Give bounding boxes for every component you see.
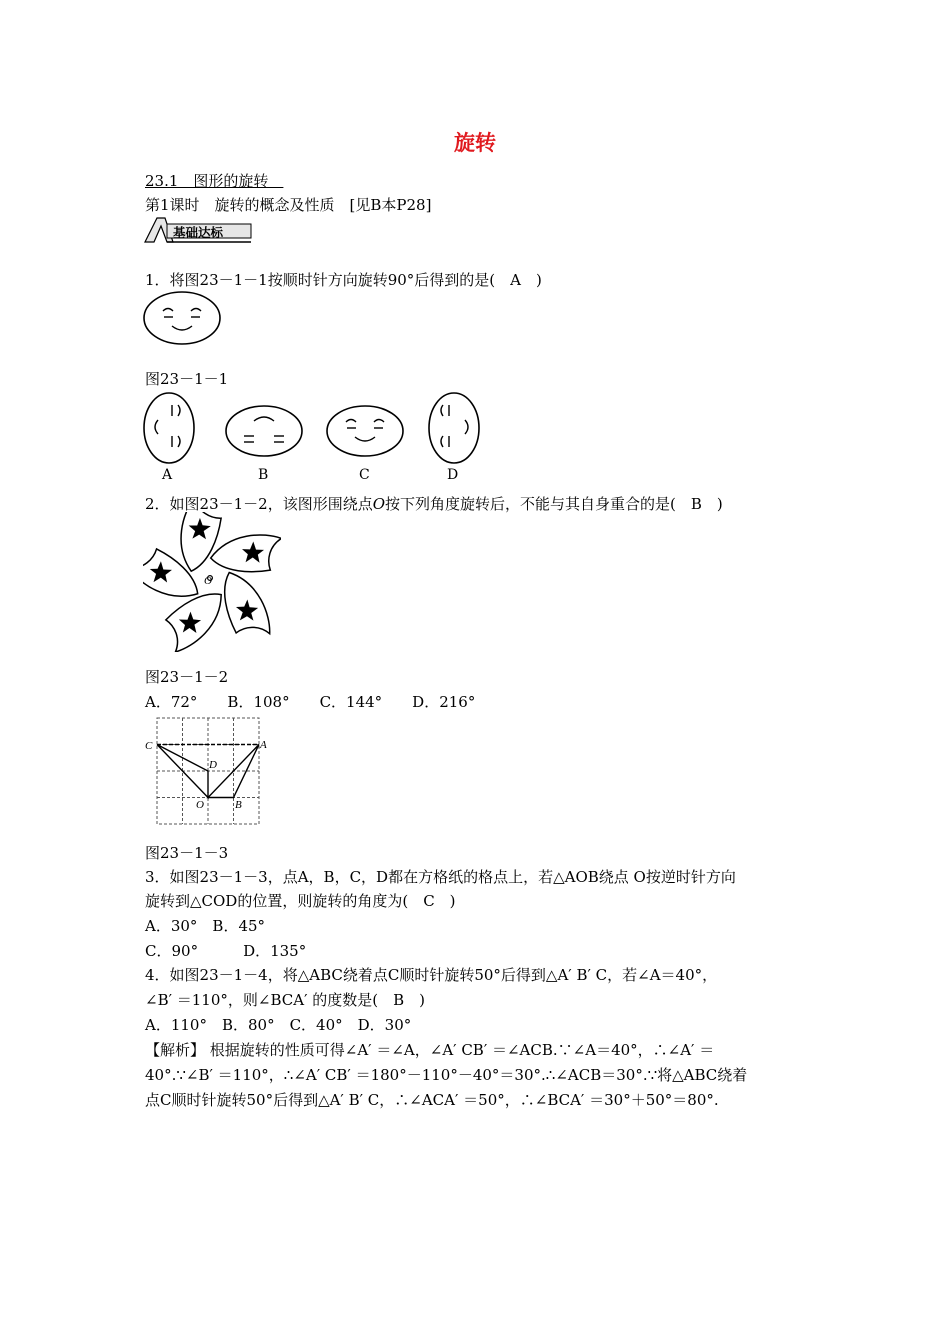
basic-level-badge — [143, 215, 253, 245]
q3-options-row2: C．90° D．135° — [145, 942, 307, 960]
q3-options-row1: A．30° B．45° — [145, 917, 266, 935]
svg-text:C: C — [145, 740, 153, 752]
option-c-label: C — [359, 467, 370, 483]
face-option-d — [427, 391, 483, 469]
face-figure-original — [142, 291, 222, 347]
lesson-heading: 第1课时 旋转的概念及性质 [见B本P28] — [145, 196, 432, 214]
grid-triangle-figure — [143, 714, 269, 828]
q3-figure-caption: 图23－1－3 — [145, 844, 229, 862]
badge-text: 基础达标 — [173, 225, 224, 240]
q4-analysis-line3: 点C顺时针旋转50°后得到△A′ B′ C，∴∠ACA′ ＝50°，∴∠BCA′ ＝30°＋50°＝80°. — [145, 1091, 719, 1109]
option-a-label: A — [162, 467, 173, 483]
face-option-a — [142, 391, 198, 469]
svg-text:O: O — [196, 799, 204, 811]
q2-text: 2．如图23－1－2，该图形围绕点O按下列角度旋转后，不能与其自身重合的是( B ) — [145, 495, 723, 513]
q4-text-line1: 4．如图23－1－4，将△ABC绕着点C顺时针旋转50°后得到△A′ B′ C，若∠A＝40°， — [145, 966, 718, 984]
face-option-b — [224, 404, 304, 460]
q4-analysis-line2: 40°.∵∠B′ ＝110°，∴∠A′ CB′ ＝180°－110°－40°＝30°.∴∠ACB＝30°.∵将△ABC绕着 — [145, 1066, 748, 1084]
q2-figure-caption: 图23－1－2 — [145, 668, 229, 686]
center-point-label: O — [204, 575, 212, 587]
q4-options: A．110° B．80° C．40° D．30° — [145, 1016, 412, 1034]
option-d-label: D — [447, 467, 459, 483]
q1-text: 1．将图23－1－1按顺时针方向旋转90°后得到的是( A ) — [145, 271, 542, 289]
q2-options: A．72° B．108° C．144° D．216° — [145, 693, 476, 711]
q3-text-line1: 3．如图23－1－3，点A，B，C，D都在方格纸的格点上，若△AOB绕点 O按逆时针方向 — [145, 868, 736, 886]
svg-text:D: D — [209, 759, 217, 771]
option-b-label: B — [258, 467, 269, 483]
q4-analysis-line1: 【解析】 根据旋转的性质可得∠A′ ＝∠A，∠A′ CB′ ＝∠ACB.∵∠A＝40°，∴∠A′ ＝ — [145, 1041, 715, 1059]
page-title: 旋转 — [454, 130, 496, 155]
section-heading: 23.1 图形的旋转 — [145, 172, 284, 190]
q1-figure-caption: 图23－1－1 — [145, 370, 229, 388]
face-option-c — [325, 404, 405, 460]
q3-text-line2: 旋转到△COD的位置，则旋转的角度为( C ) — [145, 892, 456, 910]
q4-text-line2: ∠B′ ＝110°，则∠BCA′ 的度数是( B ) — [145, 991, 425, 1009]
svg-text:B: B — [235, 799, 242, 811]
svg-text:A: A — [260, 739, 267, 751]
leaf-star-figure — [143, 512, 281, 652]
